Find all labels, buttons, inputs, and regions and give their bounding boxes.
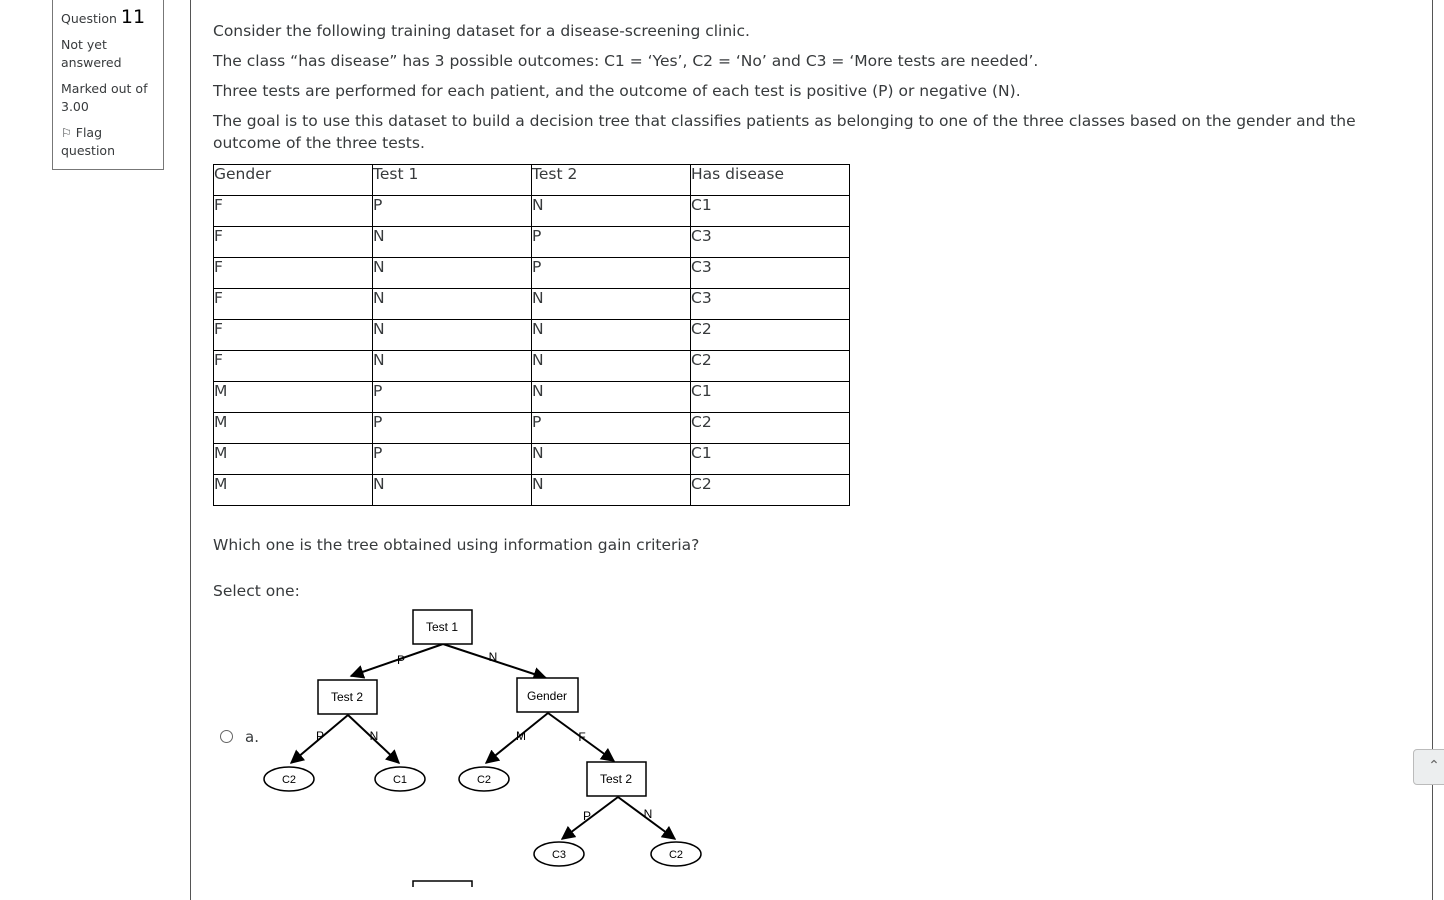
tree-leaf-label: C2: [476, 774, 492, 786]
question-info-panel: [52, 0, 164, 170]
table-row: [214, 475, 850, 506]
question-paragraph: Consider the following training dataset for a disease-screening clinic.: [213, 22, 750, 40]
cell: P: [532, 227, 691, 258]
header-gender: Gender: [214, 165, 373, 196]
cell: F: [214, 196, 373, 227]
tree-label-right: Gender: [526, 689, 568, 703]
cell: N: [532, 320, 691, 351]
cell: F: [214, 258, 373, 289]
cell: M: [214, 475, 373, 506]
question-paragraph: Three tests are performed for each patient, and the outcome of each test is positive (P) or negative (N).: [213, 82, 1021, 100]
cell: C1: [691, 196, 850, 227]
scroll-to-top-button[interactable]: [1413, 749, 1444, 785]
table-row: [214, 320, 850, 351]
tree-label-sub: Test 2: [599, 772, 633, 786]
question-paragraph: The goal is to use this dataset to build a decision tree that classifies patients as belonging to one of the three classes based on the gender and the outcome of the three tests.: [213, 112, 1356, 152]
tree-label-root: Test 1: [425, 620, 459, 634]
table-row: [214, 413, 850, 444]
tree-leaf-label: C1: [392, 774, 408, 786]
cell: N: [373, 351, 532, 382]
cell: M: [214, 413, 373, 444]
table-row: [214, 196, 850, 227]
cell: N: [532, 475, 691, 506]
table-row: [214, 444, 850, 475]
cell: P: [373, 444, 532, 475]
table-row: [214, 289, 850, 320]
cell: C2: [691, 351, 850, 382]
cell: P: [532, 413, 691, 444]
header-test2: Test 2: [532, 165, 691, 196]
table-header-row: [214, 165, 850, 196]
cell: C1: [691, 382, 850, 413]
question-number: 11: [120, 6, 146, 28]
cell: M: [214, 382, 373, 413]
tree-leaf-label: C2: [281, 774, 297, 786]
cell: P: [532, 258, 691, 289]
cell: F: [214, 320, 373, 351]
tree-leaf-label: C2: [668, 849, 684, 861]
tree-edge-label: N: [643, 807, 653, 821]
option-a-label[interactable]: a.: [245, 728, 259, 746]
tree-edge-label: N: [369, 729, 379, 743]
tree-edge-label: P: [396, 653, 406, 667]
cell: C2: [691, 320, 850, 351]
cell: C3: [691, 227, 850, 258]
cell: P: [373, 196, 532, 227]
tree-label-left: Test 2: [330, 690, 364, 704]
cell: M: [214, 444, 373, 475]
cell: C1: [691, 444, 850, 475]
tree-node-next: [413, 881, 472, 887]
option-a-tree-diagram: [250, 600, 720, 887]
chevron-up-icon: ⌃: [1428, 758, 1440, 774]
cell: C2: [691, 413, 850, 444]
tree-leaf-label: C3: [551, 849, 567, 861]
table-row: [214, 351, 850, 382]
cell: N: [532, 196, 691, 227]
cell: C3: [691, 289, 850, 320]
question-paragraph: The class “has disease” has 3 possible outcomes: C1 = ‘Yes’, C2 = ‘No’ and C3 = ‘More tests are needed’.: [213, 52, 1039, 70]
cell: N: [373, 258, 532, 289]
cell: N: [373, 320, 532, 351]
cell: F: [214, 351, 373, 382]
tree-edge-label: P: [315, 729, 325, 743]
question-marks: Marked out of 3.00: [61, 81, 148, 114]
cell: N: [373, 289, 532, 320]
tree-edge-label: M: [516, 729, 526, 743]
question-text: [213, 20, 1413, 162]
tree-edge-label: P: [582, 809, 592, 823]
cell: N: [532, 382, 691, 413]
cell: C2: [691, 475, 850, 506]
flag-question-link[interactable]: ⚐ Flag question: [61, 125, 116, 158]
cell: N: [373, 475, 532, 506]
option-a-radio[interactable]: [220, 730, 233, 743]
header-has-disease: Has disease: [691, 165, 850, 196]
tree-edge-label: F: [578, 730, 586, 744]
table-row: [214, 382, 850, 413]
cell: N: [532, 351, 691, 382]
tree-edge-label: N: [488, 650, 498, 664]
cell: P: [373, 413, 532, 444]
table-row: [214, 227, 850, 258]
cell: P: [373, 382, 532, 413]
question-status: Not yet answered: [61, 37, 122, 70]
dataset-table: [213, 164, 850, 506]
flag-icon: ⚐: [61, 126, 72, 140]
cell: F: [214, 289, 373, 320]
cell: F: [214, 227, 373, 258]
select-one-label: Select one:: [213, 582, 300, 600]
cell: N: [532, 289, 691, 320]
question-prompt: Which one is the tree obtained using information gain criteria?: [213, 536, 700, 554]
cell: C3: [691, 258, 850, 289]
cell: N: [373, 227, 532, 258]
table-row: [214, 258, 850, 289]
question-number-label: Question 11: [61, 6, 146, 28]
cell: N: [532, 444, 691, 475]
header-test1: Test 1: [373, 165, 532, 196]
